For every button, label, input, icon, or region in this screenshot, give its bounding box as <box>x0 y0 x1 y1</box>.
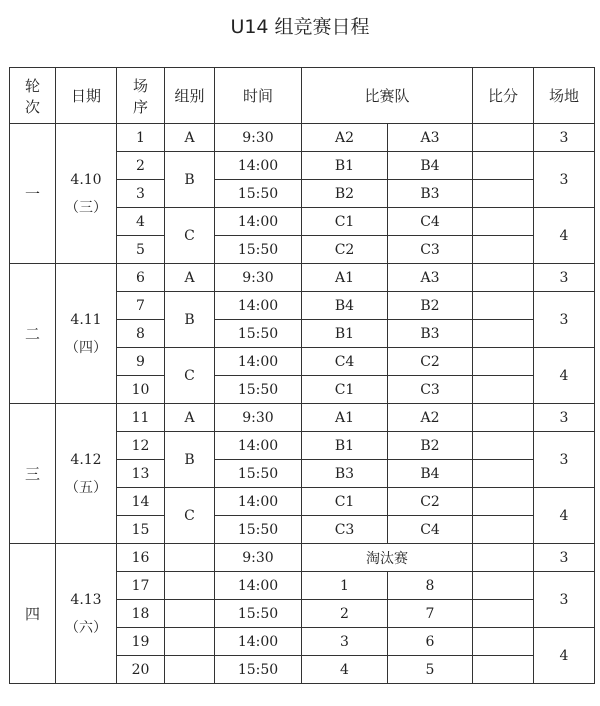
group-cell: B <box>165 152 215 208</box>
score-cell <box>473 264 534 292</box>
score-cell <box>473 460 534 488</box>
time-cell: 14:00 <box>215 152 302 180</box>
venue-cell: 4 <box>534 628 595 684</box>
venue-cell: 3 <box>534 432 595 488</box>
match-number: 4 <box>117 208 165 236</box>
header-venue: 场地 <box>534 68 595 124</box>
score-cell <box>473 628 534 656</box>
score-cell <box>473 292 534 320</box>
venue-cell: 3 <box>534 404 595 432</box>
team-2: B4 <box>388 460 473 488</box>
group-cell <box>165 572 215 600</box>
team-1: C2 <box>302 236 388 264</box>
team-2: A3 <box>388 124 473 152</box>
header-score: 比分 <box>473 68 534 124</box>
score-cell <box>473 544 534 572</box>
header-match: 场 序 <box>117 68 165 124</box>
date-cell: 4.12 （五） <box>56 404 117 544</box>
table-row <box>10 264 595 292</box>
time-cell: 15:50 <box>215 656 302 684</box>
match-number: 20 <box>117 656 165 684</box>
score-cell <box>473 320 534 348</box>
venue-cell: 3 <box>534 264 595 292</box>
team-2: B2 <box>388 432 473 460</box>
group-cell: C <box>165 208 215 264</box>
team-2: B3 <box>388 320 473 348</box>
group-cell: A <box>165 264 215 292</box>
team-2: C2 <box>388 348 473 376</box>
match-number: 10 <box>117 376 165 404</box>
group-cell <box>165 544 215 572</box>
score-cell <box>473 516 534 544</box>
team-2: 5 <box>388 656 473 684</box>
team-2: B3 <box>388 180 473 208</box>
time-cell: 14:00 <box>215 572 302 600</box>
team-1: A1 <box>302 404 388 432</box>
match-number: 16 <box>117 544 165 572</box>
venue-cell: 4 <box>534 488 595 544</box>
score-cell <box>473 600 534 628</box>
match-number: 5 <box>117 236 165 264</box>
date-cell: 4.13 （六） <box>56 544 117 684</box>
venue-cell: 4 <box>534 348 595 404</box>
time-cell: 15:50 <box>215 320 302 348</box>
score-cell <box>473 488 534 516</box>
match-number: 17 <box>117 572 165 600</box>
team-1: C4 <box>302 348 388 376</box>
time-cell: 15:50 <box>215 180 302 208</box>
score-cell <box>473 208 534 236</box>
knockout-label: 淘汰赛 <box>302 544 473 572</box>
team-1: 3 <box>302 628 388 656</box>
time-cell: 15:50 <box>215 516 302 544</box>
match-number: 15 <box>117 516 165 544</box>
time-cell: 15:50 <box>215 460 302 488</box>
round-cell: 二 <box>10 264 56 404</box>
group-cell <box>165 656 215 684</box>
team-1: 1 <box>302 572 388 600</box>
time-cell: 14:00 <box>215 628 302 656</box>
time-cell: 15:50 <box>215 236 302 264</box>
team-1: B1 <box>302 432 388 460</box>
time-cell: 15:50 <box>215 376 302 404</box>
page-title: U14 组竞赛日程 <box>230 16 370 38</box>
header-row <box>10 68 595 124</box>
team-2: A3 <box>388 264 473 292</box>
schedule-table <box>9 67 595 684</box>
score-cell <box>473 572 534 600</box>
team-2: C3 <box>388 376 473 404</box>
match-number: 7 <box>117 292 165 320</box>
time-cell: 14:00 <box>215 348 302 376</box>
group-cell <box>165 628 215 656</box>
venue-cell: 3 <box>534 292 595 348</box>
score-cell <box>473 236 534 264</box>
score-cell <box>473 656 534 684</box>
table-row <box>10 124 595 152</box>
team-1: 2 <box>302 600 388 628</box>
match-number: 14 <box>117 488 165 516</box>
date-cell: 4.10 （三） <box>56 124 117 264</box>
score-cell <box>473 376 534 404</box>
group-cell: A <box>165 124 215 152</box>
table-row <box>10 404 595 432</box>
time-cell: 9:30 <box>215 264 302 292</box>
team-1: B4 <box>302 292 388 320</box>
match-number: 8 <box>117 320 165 348</box>
venue-cell: 3 <box>534 544 595 572</box>
time-cell: 9:30 <box>215 124 302 152</box>
round-cell: 一 <box>10 124 56 264</box>
group-cell: B <box>165 432 215 488</box>
team-2: C4 <box>388 208 473 236</box>
score-cell <box>473 404 534 432</box>
time-cell: 15:50 <box>215 600 302 628</box>
team-1: C1 <box>302 488 388 516</box>
team-2: B4 <box>388 152 473 180</box>
header-round: 轮 次 <box>10 68 56 124</box>
header-group: 组别 <box>165 68 215 124</box>
group-cell: B <box>165 292 215 348</box>
match-number: 1 <box>117 124 165 152</box>
match-number: 13 <box>117 460 165 488</box>
match-number: 2 <box>117 152 165 180</box>
header-time: 时间 <box>215 68 302 124</box>
time-cell: 14:00 <box>215 292 302 320</box>
match-number: 11 <box>117 404 165 432</box>
team-2: C2 <box>388 488 473 516</box>
score-cell <box>473 432 534 460</box>
team-1: C1 <box>302 208 388 236</box>
group-cell: A <box>165 404 215 432</box>
team-1: A1 <box>302 264 388 292</box>
time-cell: 14:00 <box>215 208 302 236</box>
match-number: 9 <box>117 348 165 376</box>
score-cell <box>473 348 534 376</box>
match-number: 19 <box>117 628 165 656</box>
team-2: 8 <box>388 572 473 600</box>
venue-cell: 3 <box>534 124 595 152</box>
score-cell <box>473 180 534 208</box>
team-2: 6 <box>388 628 473 656</box>
match-number: 12 <box>117 432 165 460</box>
team-2: 7 <box>388 600 473 628</box>
score-cell <box>473 152 534 180</box>
team-1: B1 <box>302 320 388 348</box>
team-1: B3 <box>302 460 388 488</box>
team-1: C1 <box>302 376 388 404</box>
round-cell: 三 <box>10 404 56 544</box>
match-number: 6 <box>117 264 165 292</box>
group-cell: C <box>165 348 215 404</box>
venue-cell: 3 <box>534 152 595 208</box>
time-cell: 9:30 <box>215 544 302 572</box>
team-1: B2 <box>302 180 388 208</box>
team-1: 4 <box>302 656 388 684</box>
match-number: 3 <box>117 180 165 208</box>
header-date: 日期 <box>56 68 117 124</box>
team-2: A2 <box>388 404 473 432</box>
time-cell: 14:00 <box>215 432 302 460</box>
time-cell: 14:00 <box>215 488 302 516</box>
team-2: C4 <box>388 516 473 544</box>
venue-cell: 4 <box>534 208 595 264</box>
team-1: B1 <box>302 152 388 180</box>
team-2: B2 <box>388 292 473 320</box>
match-number: 18 <box>117 600 165 628</box>
team-1: A2 <box>302 124 388 152</box>
time-cell: 9:30 <box>215 404 302 432</box>
venue-cell: 3 <box>534 572 595 628</box>
round-cell: 四 <box>10 544 56 684</box>
score-cell <box>473 124 534 152</box>
header-teams: 比赛队 <box>302 68 473 124</box>
team-1: C3 <box>302 516 388 544</box>
table-row <box>10 544 595 572</box>
group-cell: C <box>165 488 215 544</box>
team-2: C3 <box>388 236 473 264</box>
date-cell: 4.11 （四） <box>56 264 117 404</box>
group-cell <box>165 600 215 628</box>
